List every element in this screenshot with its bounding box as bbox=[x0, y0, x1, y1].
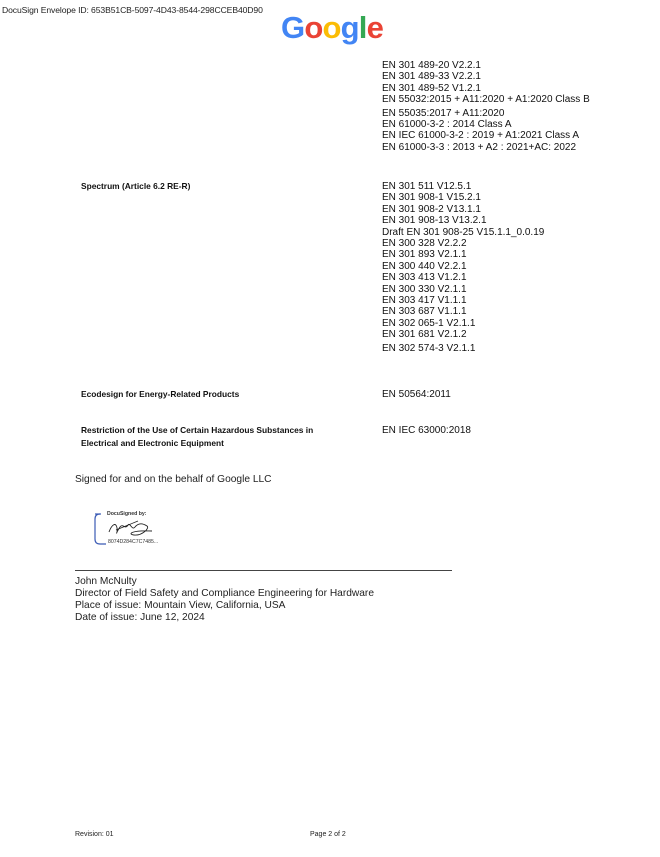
signed-statement: Signed for and on the behalf of Google LLC bbox=[75, 474, 272, 485]
logo-letter: o bbox=[322, 10, 341, 45]
envelope-id: DocuSign Envelope ID: 653B51CB-5097-4D43-8544-298CCEB40D90 bbox=[2, 5, 263, 15]
footer-revision: Revision: 01 bbox=[75, 831, 114, 838]
standard-item: EN 301 489-20 V2.2.1 bbox=[382, 60, 481, 71]
rohs-label-line1: Restriction of the Use of Certain Hazardous Substances in bbox=[81, 425, 314, 435]
place-of-issue: Place of issue: Mountain View, California, USA bbox=[75, 600, 286, 611]
date-of-issue: Date of issue: June 12, 2024 bbox=[75, 612, 205, 623]
docusign-header: DocuSigned by: bbox=[107, 511, 147, 517]
standard-item: EN 300 330 V2.1.1 bbox=[382, 283, 467, 295]
logo-letter: g bbox=[340, 10, 359, 45]
standard-item: EN 303 687 V1.1.1 bbox=[382, 306, 467, 318]
standard-item: EN 55035:2017 + A11:2020 bbox=[382, 107, 505, 119]
logo-letter: G bbox=[281, 10, 305, 45]
spectrum-label: Spectrum (Article 6.2 RE-R) bbox=[81, 181, 191, 191]
standard-item: EN IEC 61000-3-2 : 2019 + A1:2021 Class A bbox=[382, 130, 580, 142]
signer-name: John McNulty bbox=[75, 576, 137, 587]
standard-item: EN 303 417 V1.1.1 bbox=[382, 295, 467, 307]
standard-item: EN 301 681 V2.1.2 bbox=[382, 329, 467, 341]
logo-letter: l bbox=[358, 10, 367, 45]
standard-item: Draft EN 301 908-25 V15.1.1_0.0.19 bbox=[382, 226, 545, 238]
handwritten-signature bbox=[109, 524, 152, 535]
standard-item: EN 301 908-13 V13.2.1 bbox=[382, 215, 487, 227]
standard-item: EN 301 908-1 V15.2.1 bbox=[382, 192, 481, 204]
standard-item: EN 302 574-3 V2.1.1 bbox=[382, 342, 476, 354]
standard-item: EN 302 065-1 V2.1.1 bbox=[382, 317, 476, 329]
rohs-label bbox=[81, 425, 313, 449]
rohs-label-line2: Electrical and Electronic Equipment bbox=[81, 437, 224, 448]
standard-item: EN 303 413 V1.2.1 bbox=[382, 272, 467, 284]
ecodesign-label: Ecodesign for Energy-Related Products bbox=[81, 389, 240, 399]
standard-item: EN 61000-3-3 : 2013 + A2 : 2021+AC: 2022 bbox=[382, 141, 577, 153]
emc-standards-list bbox=[382, 60, 590, 153]
standard-item: EN 301 511 V12.5.1 bbox=[382, 181, 472, 192]
signer-title: Director of Field Safety and Compliance Engineering for Hardware bbox=[75, 588, 374, 599]
standard-item: EN 301 908-2 V13.1.1 bbox=[382, 203, 481, 215]
logo-letter: e bbox=[366, 10, 384, 45]
ecodesign-standard: EN 50564:2011 bbox=[382, 389, 451, 400]
rohs-standard: EN IEC 63000:2018 bbox=[382, 425, 471, 436]
signature-line bbox=[75, 570, 452, 571]
standard-item: EN 55032:2015 + A11:2020 + A1:2020 Class B bbox=[382, 94, 590, 106]
signer-block bbox=[75, 576, 374, 624]
footer-page-number: Page 2 of 2 bbox=[310, 831, 346, 838]
standard-item: EN 301 489-52 V1.2.1 bbox=[382, 82, 481, 94]
standard-item: EN 61000-3-2 : 2014 Class A bbox=[382, 119, 512, 131]
spectrum-standards-list bbox=[382, 181, 544, 354]
standard-item: EN 301 893 V2.1.1 bbox=[382, 249, 467, 261]
standard-item: EN 300 440 V2.2.1 bbox=[382, 260, 467, 272]
standard-item: EN 301 489-33 V2.2.1 bbox=[382, 71, 481, 83]
docusign-code: 8074D284C7C7485... bbox=[108, 539, 159, 545]
google-logo bbox=[281, 10, 383, 46]
logo-letter: o bbox=[304, 10, 323, 45]
docusign-signature-box bbox=[92, 510, 202, 547]
standard-item: EN 300 328 V2.2.2 bbox=[382, 238, 467, 250]
